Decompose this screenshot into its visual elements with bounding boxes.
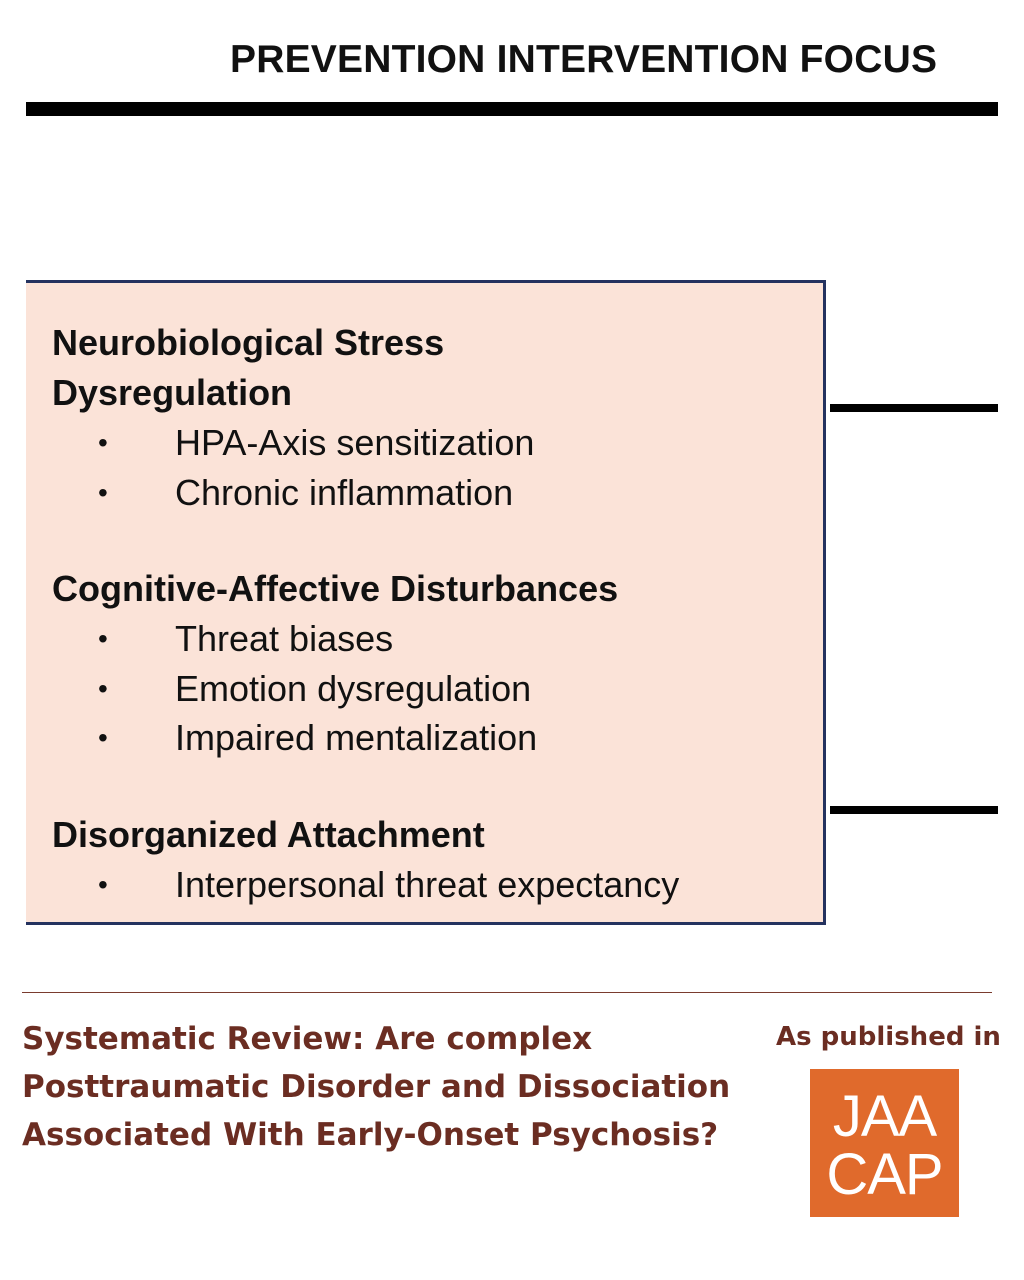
section-neurobiological-stress: [52, 318, 535, 517]
bullet-icon: •: [98, 672, 108, 704]
footer-divider: [22, 992, 992, 993]
list-item-label: HPA-Axis sensitization: [175, 422, 535, 463]
paper-title: Systematic Review: Are complex Posttraumatic Disorder and Dissociation Associated With Early-Onset Psychosis?: [22, 1021, 731, 1153]
list-item-label: Interpersonal threat expectancy: [175, 864, 680, 905]
section-cognitive-affective: [52, 564, 618, 763]
bullet-list: [52, 860, 680, 910]
list-item-label: Emotion dysregulation: [175, 667, 532, 709]
list-item: [52, 614, 618, 664]
header-divider: [26, 102, 998, 116]
bullet-list: [52, 614, 618, 763]
bullet-icon: •: [98, 476, 108, 508]
connector-line-bottom: [830, 806, 998, 814]
list-item-label: Threat biases: [175, 618, 394, 659]
list-item-label: Chronic inflammation: [175, 471, 514, 513]
published-in-label: As published in: [776, 1022, 1001, 1052]
section-heading: Cognitive-Affective Disturbances: [52, 568, 619, 609]
section-disorganized-attachment: [52, 810, 680, 910]
bullet-icon: •: [98, 869, 108, 900]
list-item: [52, 418, 535, 468]
section-heading: Disorganized Attachment: [52, 814, 485, 855]
list-item-label: Impaired mentalization: [175, 717, 538, 758]
bullet-icon: •: [98, 427, 108, 458]
section-heading: Neurobiological Stress Dysregulation: [52, 322, 445, 413]
list-item: [52, 468, 514, 518]
logo-text-bottom: CAP: [826, 1142, 943, 1207]
list-item: [52, 713, 618, 763]
list-item: [52, 664, 618, 714]
connector-line-top: [830, 404, 998, 412]
list-item: [52, 860, 680, 910]
jaacap-logo: [810, 1069, 959, 1217]
bullet-icon: •: [98, 623, 108, 654]
bullet-list: [52, 418, 535, 517]
logo-text-top: JAA: [832, 1084, 937, 1149]
page-title: PREVENTION INTERVENTION FOCUS: [230, 38, 938, 81]
bullet-icon: •: [98, 722, 108, 753]
